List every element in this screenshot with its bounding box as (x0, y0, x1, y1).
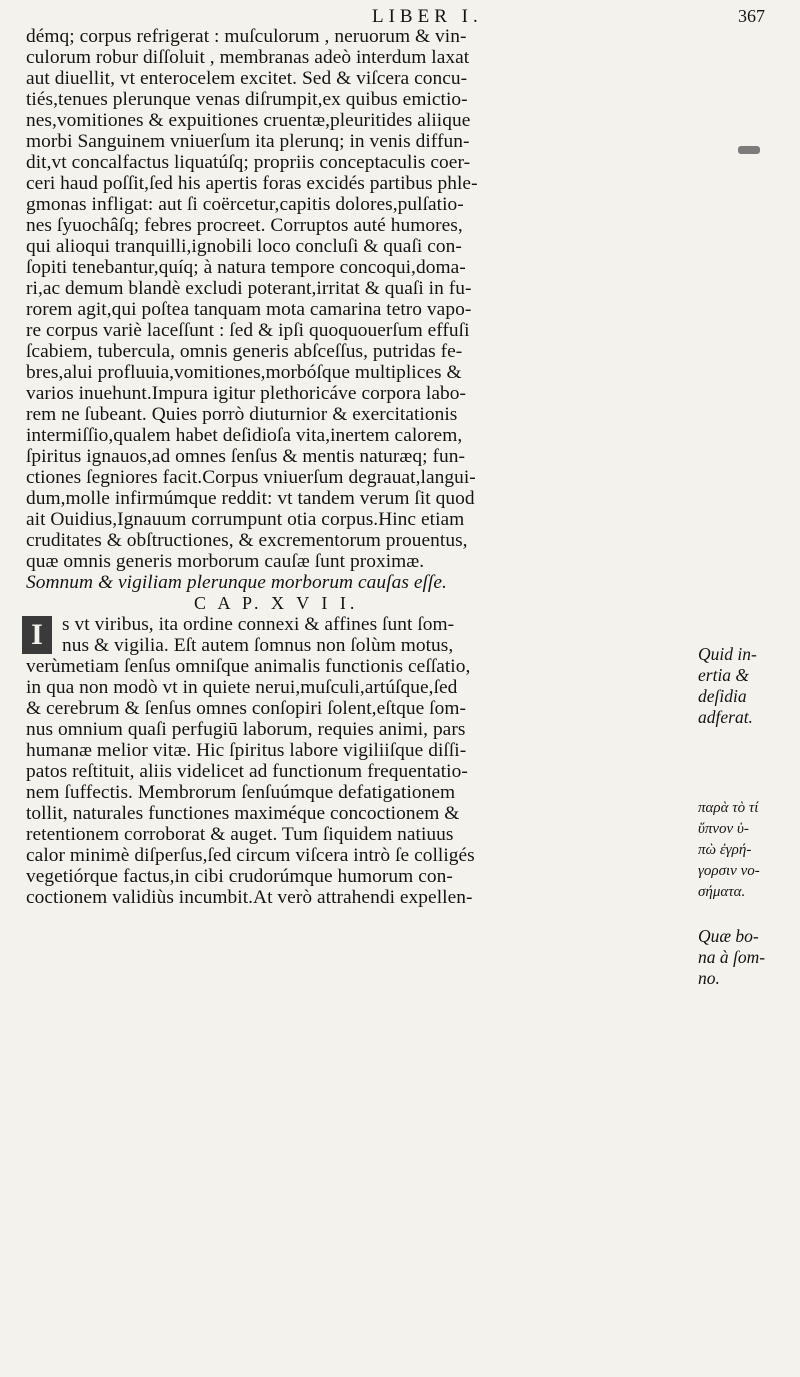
greek-note-line: παρὰ τὸ τί (698, 800, 759, 816)
text-line: humanæ melior vitæ. Hic ſpiritus labore vigiliiſque diſſi- (26, 740, 467, 761)
text-line: tollit, naturales functiones maximéque concoctionem & (26, 803, 460, 824)
greek-note-line: ὕπνον ὑ- (698, 821, 749, 837)
greek-note-line: σήματα. (698, 884, 746, 900)
text-line: gmonas infligat: aut ſi coërcetur,capitis dolores,pulſatio- (26, 194, 464, 215)
text-line: aut diuellit, vt enterocelem excitet. Sed & viſcera concu- (26, 68, 468, 89)
text-line-content: s vt viribus, ita ordine connexi & affines ſunt ſom- (62, 614, 455, 635)
margin-note-line: adferat. (698, 707, 753, 727)
margin-note-line: deſidia (698, 686, 747, 706)
text-line: rem ne ſubeant. Quies porrò diuturnior & exercitationis (26, 404, 458, 425)
margin-note-line: ertia & (698, 665, 750, 685)
text-line (26, 635, 726, 656)
text-line: varios inuehunt.Impura igitur plethoricáve corpora labo- (26, 383, 467, 404)
text-line: nus omnium quaſi perfugiū laborum, requies animi, pars (26, 719, 466, 740)
margin-note-line: no. (698, 968, 720, 988)
text-line: ri,ac demum blandè excludi poterant,irritat & quaſi in fu- (26, 278, 472, 299)
text-line: morbi Sanguinem vniuerſum ita plerunq; in venis diffun- (26, 131, 470, 152)
text-line: quæ omnis generis morborum cauſæ ſunt proximæ. (26, 551, 425, 572)
text-line: culorum robur diſſoluit , membranas adeò interdum laxat (26, 47, 470, 68)
text-line: vegetiórque factus,in cibi crudorúmque humorum con- (26, 866, 453, 887)
text-line: ſcabiem, tubercula, omnis generis abſceſſus, putridas fe- (26, 341, 463, 362)
text-line: patos reſtituit, aliis videlicet ad functionum frequentatio- (26, 761, 468, 782)
text-line: ait Ouidius,Ignauum corrumpunt otia corpus.Hinc etiam (26, 509, 465, 530)
text-line: verùmetiam ſenſus omniſque animalis functionis ceſſatio, (26, 656, 471, 677)
text-line-content: nus & vigilia. Eſt autem ſomnus non ſolùm motus, (62, 635, 454, 656)
margin-note-line: na à ſom- (698, 947, 766, 967)
margin-note-line: Quæ bo- (698, 926, 759, 946)
page-header (0, 6, 800, 28)
text-line: bres,alui profluuia,vomitiones,morbóſque multiplices & (26, 362, 462, 383)
greek-note-line: γορσιν νο- (698, 863, 760, 879)
chapter-heading: C A P. X V I I. (194, 593, 359, 613)
text-line: nem ſuffectis. Membrorum ſenſuúmque defatigationem (26, 782, 456, 803)
text-line: démq; corpus refrigerat : muſculorum , neruorum & vin- (26, 26, 467, 47)
ink-smudge (738, 146, 760, 154)
chapter-conclusion: Somnum & vigiliam plerunque morborum cauſas eſſe. (26, 572, 447, 593)
text-line: ſopiti tenebantur,quíq; à natura tempore concoqui,doma- (26, 257, 466, 278)
main-text (26, 26, 726, 908)
text-line: calor minimè diſperſus,ſed circum viſcera intrò ſe colligés (26, 845, 475, 866)
margin-note-line: Quid in- (698, 644, 757, 664)
text-line: & cerebrum & ſenſus omnes conſopiri ſolent,eſtque ſom- (26, 698, 466, 719)
text-line: nes,vomitiones & expuitiones cruentæ,pleuritides aliique (26, 110, 471, 131)
text-line: in qua non modò vt in quiete nerui,muſculi,artúſque,ſed (26, 677, 458, 698)
page-number: 367 (738, 6, 765, 26)
drop-cap: I (22, 616, 52, 654)
text-line: intermiſſio,qualem habet deſidioſa vita,inertem calorem, (26, 425, 463, 446)
text-line: qui alioqui tranquilli,ignobili loco concluſi & quaſi con- (26, 236, 462, 257)
text-line: dum,molle infirmúmque reddit: vt tandem verum ſit quod (26, 488, 475, 509)
text-line: re corpus variè laceſſunt : ſed & ipſi quoquouerſum effuſi (26, 320, 470, 341)
running-head: LIBER I. (372, 6, 483, 27)
text-line: rorem agit,qui poſtea tanquam mota camarina tetro vapo- (26, 299, 472, 320)
text-line: ſpiritus ignauos,ad omnes ſenſus & mentis naturæq; fun- (26, 446, 465, 467)
text-line: coctionem validiùs incumbit.At verò attrahendi expellen- (26, 887, 473, 908)
text-line: ctiones ſegniores facit.Corpus vniuerſum degrauat,langui- (26, 467, 476, 488)
text-line: dit,vt concalfactus liquatúſq; propriis conceptaculis coer- (26, 152, 471, 173)
greek-note-line: πὼ ἐγρή- (698, 842, 752, 858)
text-line: cruditates & obſtructiones, & excrementorum prouentus, (26, 530, 468, 551)
text-line: ceri haud poſſit,ſed his apertis foras excidés partibus phle- (26, 173, 478, 194)
text-line: nes ſyuochâſq; febres procreet. Corruptos auté humores, (26, 215, 463, 236)
text-line: retentionem corroborat & auget. Tum ſiquidem natiuus (26, 824, 454, 845)
text-line: tiés,tenues plerunque venas diſrumpit,ex quibus emictio- (26, 89, 468, 110)
